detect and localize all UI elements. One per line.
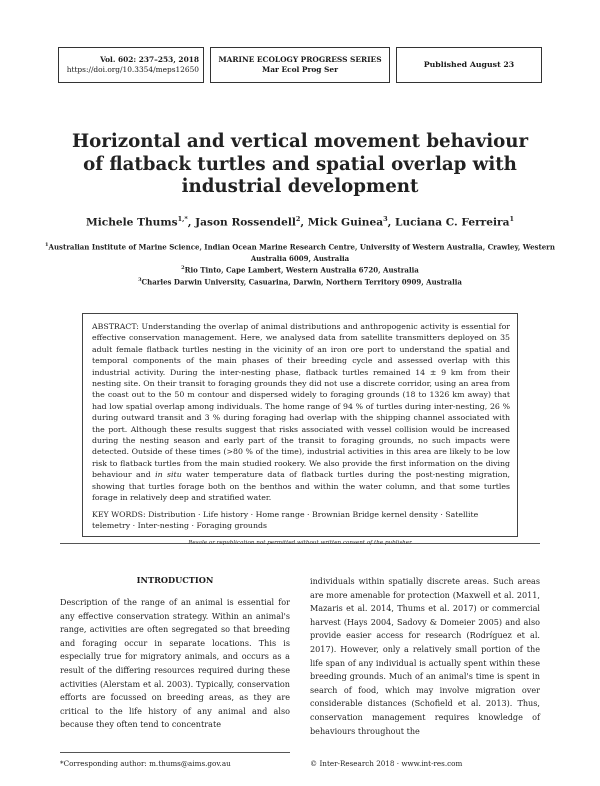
- footnote-divider: [60, 752, 290, 753]
- copyright: © Inter-Research 2018 · www.int-res.com: [310, 759, 463, 768]
- header-journal-box: [210, 47, 390, 83]
- journal-abbrev: Mar Ecol Prog Ser: [262, 65, 338, 74]
- author-affil-mark: 1: [509, 215, 514, 223]
- keywords: KEY WORDS: Distribution · Life history · Home range · Brownian Bridge kernel density · Satellite telemetry · Inter-nesting · Foraging grounds: [92, 510, 479, 531]
- doi-link[interactable]: https://doi.org/10.3354/meps12650: [66, 65, 199, 74]
- header-volume-box: [58, 47, 204, 83]
- affiliation-3: $^3$Charles Darwin University, Casuarina, Darwin, Northern Territory 0909, Australia: [138, 277, 462, 287]
- paper-title: Horizontal and vertical movement behaviour of flatback turtles and spatial overlap with industrial development: [71, 131, 529, 197]
- abstract: ABSTRACT: Understanding the overlap of animal distributions and anthropogenic activity is essential for effective conservation management. Here, we analysed data from satellite transmitters deployed on 35 adult female flatback turtles nesting in the vicinity of an iron ore port to understand the spatial and temporal components of the main phases of their breeding cycle and assessed overlap with this industrial activity. During the inter-nesting phase, flatback turtles remained 14 ± 9 km from their nesting site. On their transit to foraging grounds they did not use a discrete corridor, using an area from the coast out to the 50 m contour and dispersed widely to foraging grounds (18 to 1326 km away) that had low spatial overlap among individuals. The home range of 94 % of turtles during inter-nesting, 26 % during outward transit and 3 % during foraging had overlap with the shipping channel associated with the port. Although these results suggest that risks associated with vessel collision would be increased during the nesting season and early part of the transit to foraging grounds, no such impacts were detected. Outside of these times (>80 % of the time), industrial activities in this area are likely to be low risk to flatback turtles from the main studied rookery. We also provide the first information on the diving behaviour and in situ water temperature data of flatback turtles during the post-nesting migration, showing that turtles forage both on the benthos and within the water column, and that some turtles forage in relatively deep and stratified water.: [92, 322, 510, 503]
- volume-info: Vol. 602: 237–253, 2018: [100, 55, 199, 64]
- section-heading: INTRODUCTION: [136, 575, 214, 585]
- author-affil-mark: 1,*: [177, 215, 188, 223]
- journal-name: MARINE ECOLOGY PROGRESS SERIES: [218, 55, 382, 64]
- affiliation-1: $^1$Australian Institute of Marine Science, Indian Ocean Marine Research Centre, University of Western Australia, Crawley, Western Australia 6009, Australia: [45, 242, 555, 263]
- keywords-label: KEY WORDS:: [92, 510, 149, 519]
- affiliation-2: $^2$Rio Tinto, Cape Lambert, Western Australia 6720, Australia: [181, 265, 419, 275]
- author-name: Jason Rossendell: [195, 216, 296, 229]
- author-name: Michele Thums: [86, 216, 178, 229]
- author-affil-mark: 3: [383, 215, 388, 223]
- author-affil-mark: 2: [295, 215, 301, 223]
- published-date: Published August 23: [423, 60, 515, 69]
- author-name: Mick Guinea: [307, 216, 384, 229]
- intro-right-column: individuals within spatially discrete areas. Such areas are more amenable for protection (Maxwell et al. 2011, Mazaris et al. 2014, Thums et al. 2017) or commercial harvest (Hays 2004, Sadovy & Domeier 2005) and also provide easier access for research (Rodríguez et al. 2017). However, only a relatively small portion of the life span of any individual is actually spent within these breeding grounds. Much of an animal's time is spent in search of food, which may involve migration over considerable distances (Schofield et al. 2013). Thus, conservation management requires knowledge of behaviours throughout the: [310, 576, 540, 736]
- author-name: Luciana C. Ferreira: [395, 216, 510, 229]
- abstract-label: ABSTRACT:: [92, 322, 142, 331]
- corresponding-author: *Corresponding author: m.thums@aims.gov.au: [60, 759, 231, 768]
- resale-notice: Resale or republication not permitted without written consent of the publisher: [188, 540, 412, 546]
- header-published-box: [396, 47, 542, 83]
- intro-left-column: Description of the range of an animal is essential for any effective conservation strategy. Within an animal's range, activities are often segregated so that breeding and foraging occur in separate locations. This is especially true for migratory animals, and occurs as a result of the differing resources required during these activities (Alerstam et al. 2003). Typically, conservation efforts are focussed on breeding areas, as they are critical to the life history of any animal and also because they often tend to concentrate: [60, 597, 290, 730]
- author-list: Michele Thums$^{1,*}$, Jason Rossendell$^2$, Mick Guinea$^3$, Luciana C. Ferreira$^1$: [86, 215, 514, 229]
